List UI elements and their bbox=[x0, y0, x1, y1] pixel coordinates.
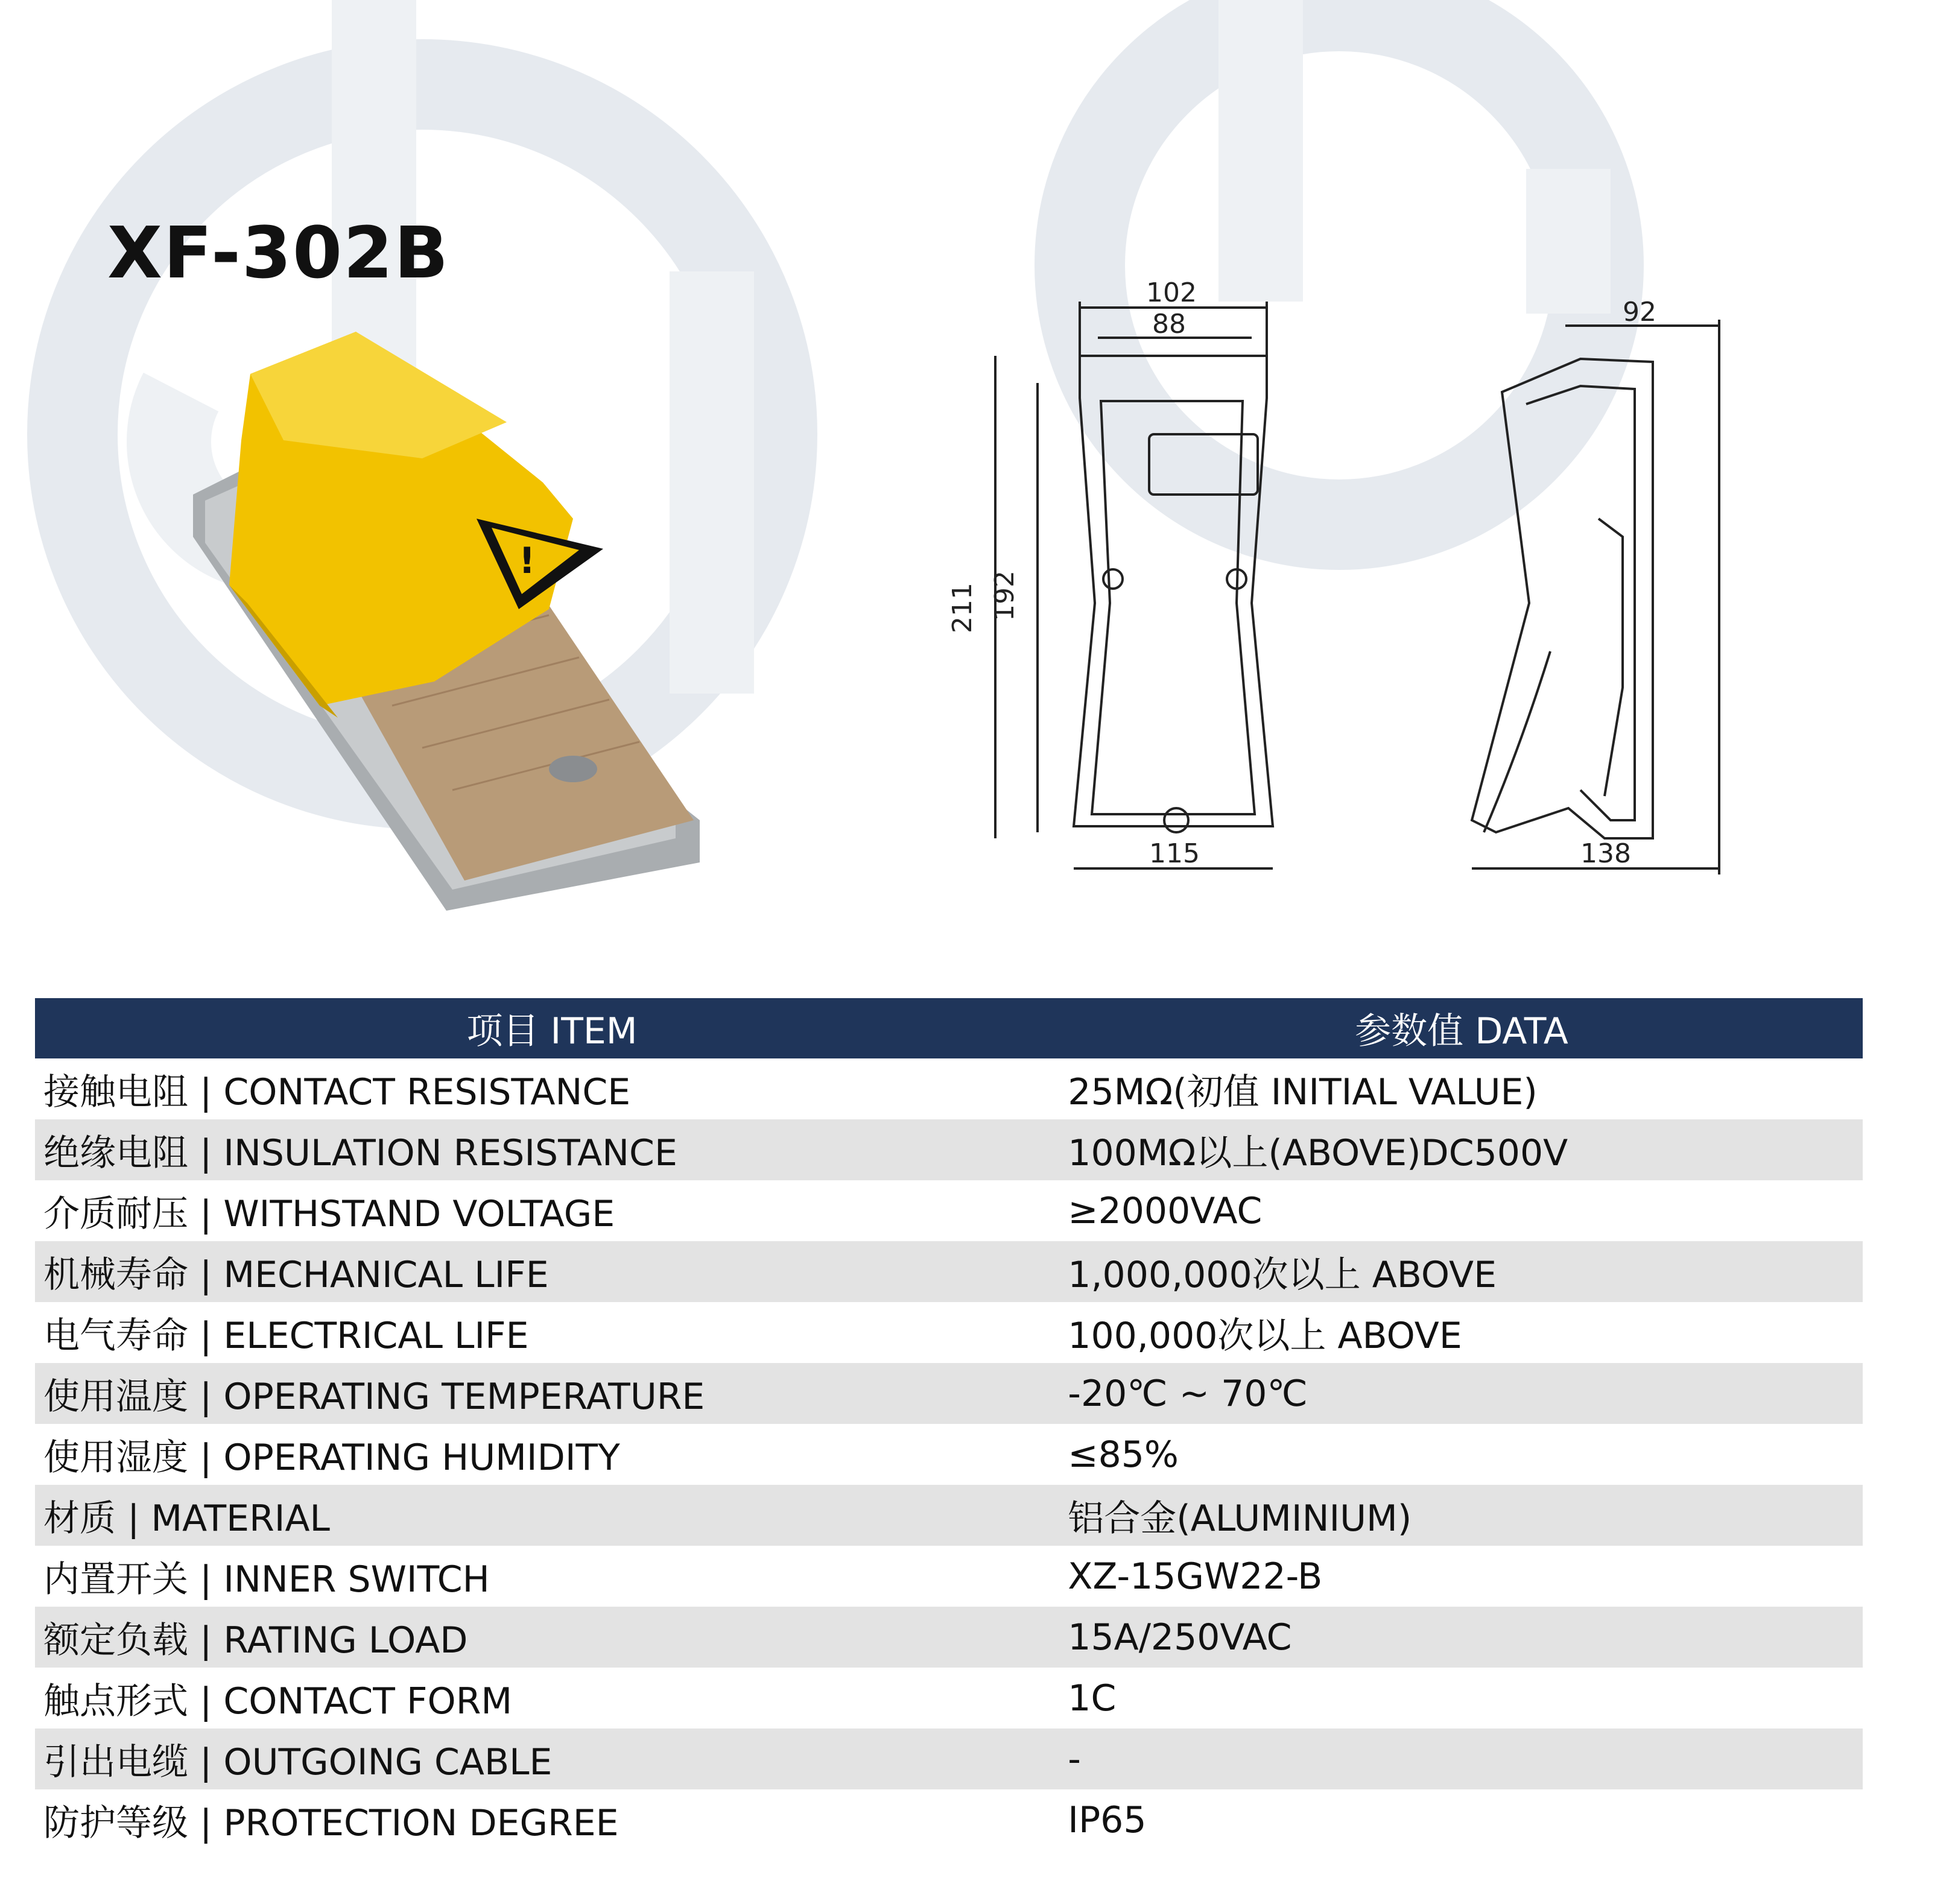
table-row bbox=[35, 1241, 1863, 1302]
row-data: ≤85% bbox=[1068, 1433, 1179, 1476]
header-data: 参数值 DATA bbox=[1355, 1010, 1568, 1052]
row-item: 内置开关 | INNER SWITCH bbox=[43, 1558, 490, 1601]
foot-switch-photo bbox=[181, 320, 748, 911]
row-item: 防护等级 | PROTECTION DEGREE bbox=[43, 1801, 619, 1844]
dim-width-inner: 88 bbox=[1152, 309, 1186, 340]
table-row bbox=[35, 1363, 1863, 1424]
table-row bbox=[35, 1546, 1863, 1607]
table-header bbox=[35, 998, 1863, 1058]
row-item: 机械寿命 | MECHANICAL LIFE bbox=[43, 1253, 549, 1296]
header-item: 项目 ITEM bbox=[466, 1010, 638, 1052]
table-row bbox=[35, 1180, 1863, 1241]
table-row bbox=[35, 1728, 1863, 1789]
row-data: 25MΩ(初值 INITIAL VALUE) bbox=[1068, 1071, 1538, 1113]
row-item: 介质耐压 | WITHSTAND VOLTAGE bbox=[43, 1192, 615, 1235]
row-data: 15A/250VAC bbox=[1068, 1616, 1292, 1659]
row-data: -20℃ ~ 70℃ bbox=[1068, 1372, 1308, 1415]
dim-side-length: 138 bbox=[1580, 838, 1631, 869]
table-row bbox=[35, 1668, 1863, 1728]
table-row bbox=[35, 1607, 1863, 1668]
row-item: 触点形式 | CONTACT FORM bbox=[43, 1680, 513, 1722]
row-item: 额定负载 | RATING LOAD bbox=[43, 1619, 468, 1662]
table-row bbox=[35, 1789, 1863, 1850]
dim-base-width: 115 bbox=[1149, 838, 1200, 869]
svg-text:!: ! bbox=[519, 540, 536, 582]
row-item: 使用温度 | OPERATING TEMPERATURE bbox=[43, 1375, 705, 1418]
row-data: 铝合金(ALUMINIUM) bbox=[1068, 1497, 1412, 1540]
dim-height-total: 211 bbox=[947, 583, 978, 633]
table-row bbox=[35, 1302, 1863, 1363]
row-data: ≥2000VAC bbox=[1068, 1189, 1263, 1232]
spec-table bbox=[35, 998, 1863, 1850]
dim-height-inner: 192 bbox=[989, 571, 1020, 621]
row-data: IP65 bbox=[1068, 1798, 1147, 1841]
row-item: 绝缘电阻 | INSULATION RESISTANCE bbox=[43, 1131, 677, 1174]
table-row bbox=[35, 1424, 1863, 1485]
row-data: XZ-15GW22-B bbox=[1068, 1555, 1323, 1598]
row-item: 引出电缆 | OUTGOING CABLE bbox=[43, 1741, 553, 1783]
row-item: 电气寿命 | ELECTRICAL LIFE bbox=[43, 1314, 529, 1357]
table-row bbox=[35, 1119, 1863, 1180]
table-row bbox=[35, 1485, 1863, 1546]
dimension-drawing bbox=[947, 265, 1767, 893]
row-data: 1C bbox=[1068, 1677, 1117, 1719]
row-data: - bbox=[1068, 1738, 1081, 1780]
row-item: 使用湿度 | OPERATING HUMIDITY bbox=[43, 1436, 620, 1479]
dim-width-outer: 102 bbox=[1146, 277, 1197, 308]
row-data: 100,000次以上 ABOVE bbox=[1068, 1314, 1462, 1357]
table-row bbox=[35, 1058, 1863, 1119]
model-title: XF-302B bbox=[107, 211, 450, 294]
row-item: 接触电阻 | CONTACT RESISTANCE bbox=[43, 1071, 631, 1113]
row-item: 材质 | MATERIAL bbox=[43, 1497, 330, 1540]
row-data: 1,000,000次以上 ABOVE bbox=[1068, 1253, 1497, 1296]
row-data: 100MΩ以上(ABOVE)DC500V bbox=[1068, 1131, 1568, 1174]
dim-side-depth: 92 bbox=[1623, 297, 1656, 327]
